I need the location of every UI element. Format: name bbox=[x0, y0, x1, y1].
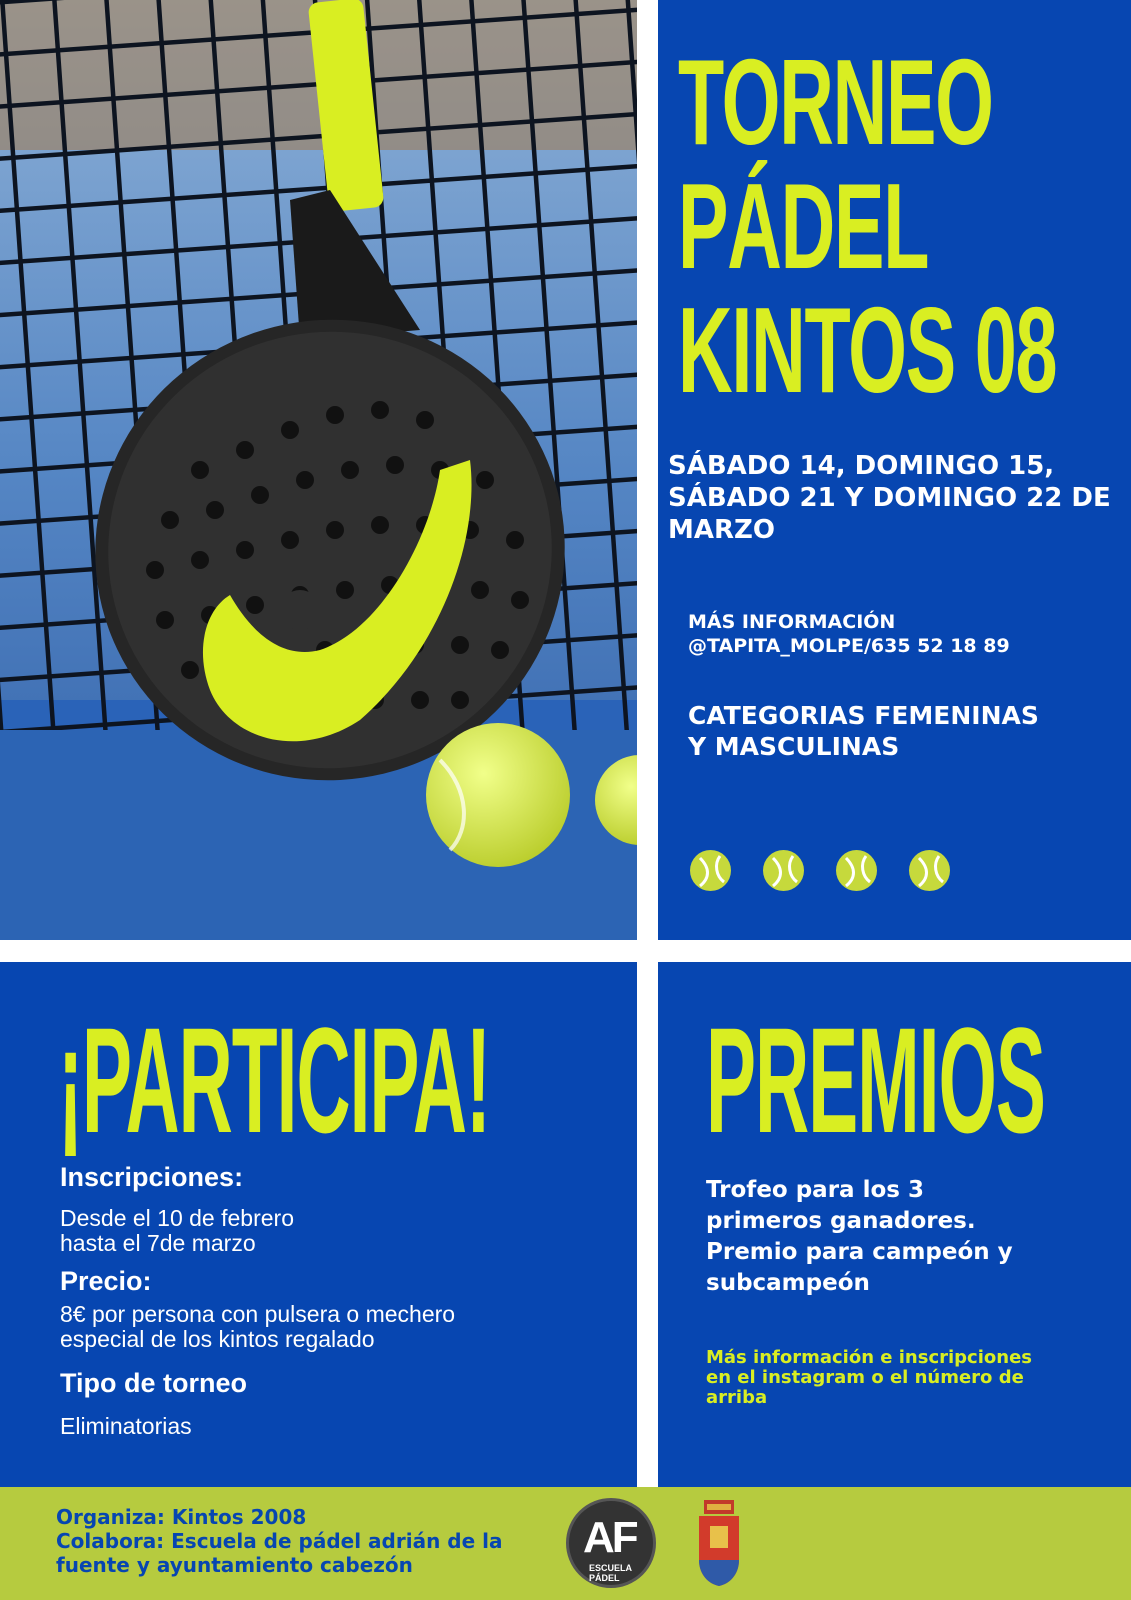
tournament-type-value: Eliminatorias bbox=[60, 1413, 192, 1439]
price-line-1: 8€ por persona con pulsera o mechero bbox=[60, 1301, 456, 1327]
contact-handle: @TAPITA_MOLPE/635 52 18 89 bbox=[688, 635, 1010, 657]
prizes-panel bbox=[658, 962, 1131, 1487]
more-info-label: MÁS INFORMACIÓN bbox=[688, 611, 896, 633]
tournament-type-label: Tipo de torneo bbox=[60, 1368, 247, 1398]
collaborator-line-2: fuente y ayuntamiento cabezón bbox=[56, 1553, 413, 1577]
event-dates: SÁBADO 14, DOMINGO 15, SÁBADO 21 Y DOMINGO 22 DE MARZO bbox=[668, 451, 1111, 545]
prizes-line-4: subcampeón bbox=[706, 1270, 870, 1296]
organizer: Organiza: Kintos 2008 bbox=[56, 1505, 307, 1529]
categories-line-1: CATEGORIAS FEMENINAS bbox=[688, 701, 1039, 730]
tennis-ball-icon bbox=[909, 850, 950, 891]
title-line-1: TORNEO bbox=[678, 34, 993, 170]
prizes-note: Más información e inscripciones en el instagram o el número de arriba bbox=[706, 1347, 1033, 1408]
town-crest-icon bbox=[696, 1500, 742, 1588]
prizes-line-3: Premio para campeón y bbox=[706, 1239, 1013, 1265]
tennis-ball-icon bbox=[763, 850, 804, 891]
registration-label: Inscripciones: bbox=[60, 1162, 244, 1192]
title-line-3: KINTOS 08 bbox=[678, 282, 1057, 418]
title-panel bbox=[658, 0, 1131, 940]
categories bbox=[688, 700, 1039, 762]
af-padel-school-logo bbox=[566, 1498, 656, 1588]
more-info bbox=[688, 610, 1010, 658]
tennis-ball-icon bbox=[836, 850, 877, 891]
credits bbox=[56, 1505, 502, 1577]
registration-line-2: hasta el 7de marzo bbox=[60, 1230, 256, 1256]
prizes-heading: PREMIOS bbox=[706, 996, 1045, 1164]
af-logo-text: AF bbox=[583, 1513, 636, 1562]
price-line-2: especial de los kintos regalado bbox=[60, 1326, 375, 1352]
registration-line-1: Desde el 10 de febrero bbox=[60, 1205, 294, 1231]
prizes-line-2: primeros ganadores. bbox=[706, 1208, 976, 1234]
tennis-ball-icon bbox=[690, 850, 731, 891]
categories-line-2: Y MASCULINAS bbox=[688, 732, 900, 761]
title-line-2: PÁDEL bbox=[678, 158, 929, 294]
event-title bbox=[678, 34, 1112, 418]
tennis-ball-row bbox=[690, 850, 950, 891]
prizes-description bbox=[706, 1175, 1106, 1299]
collaborator-line-1: Colabora: Escuela de pádel adrián de la bbox=[56, 1529, 503, 1553]
af-logo-subtext: ESCUELA PÁDEL bbox=[589, 1563, 632, 1583]
participate-heading: ¡PARTICIPA! bbox=[58, 996, 491, 1164]
padel-racket-image bbox=[0, 0, 637, 940]
price-label: Precio: bbox=[60, 1266, 152, 1296]
hero-photo bbox=[0, 0, 637, 940]
prizes-line-1: Trofeo para los 3 bbox=[706, 1177, 924, 1203]
